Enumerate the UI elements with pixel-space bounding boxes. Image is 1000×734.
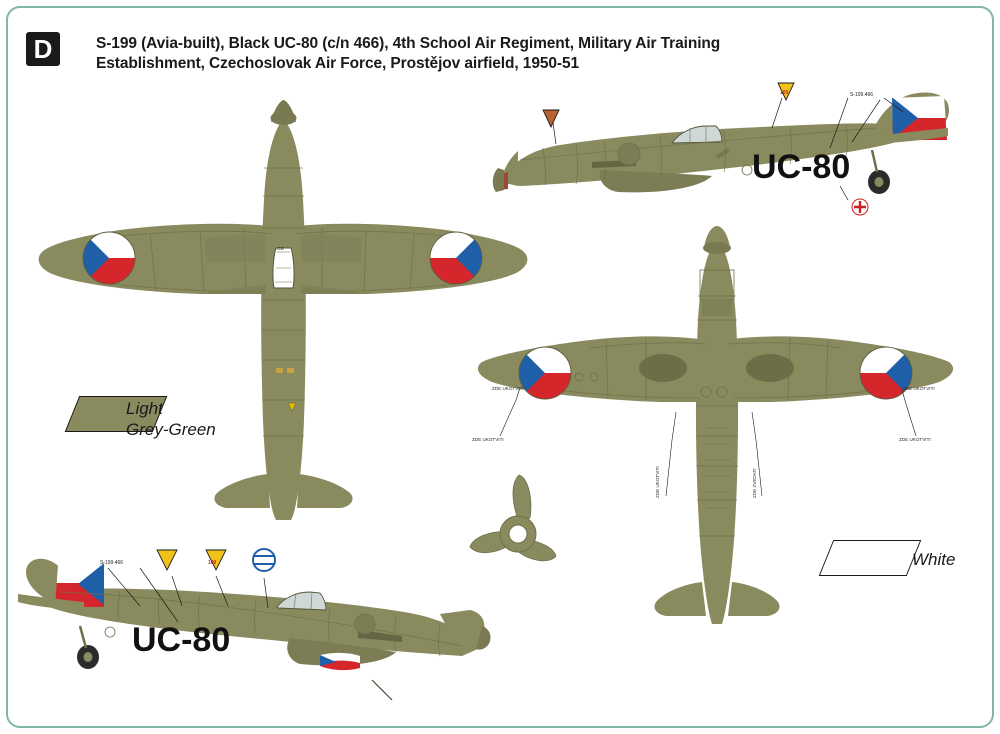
stencil-anchor-left: ZDE UKOTVITI — [472, 437, 504, 442]
stencil-disc-blue-left — [253, 549, 275, 571]
caption-line-2: Establishment, Czechoslovak Air Force, Prostějov airfield, 1950-51 — [96, 55, 579, 73]
stencil-anchor-right: ZDE UKOTVITI — [899, 437, 931, 442]
caption-line-1: S-199 (Avia-built), Black UC-80 (c/n 466), 4th School Air Regiment, Military Air Training — [96, 35, 721, 52]
stencil-label-serial-left: S-199.466 — [100, 560, 124, 566]
profile-letter-badge: D — [26, 32, 60, 66]
stencil-od: OD — [277, 246, 284, 251]
stencil-wing-right: ZDE UKOTVITI — [903, 386, 935, 391]
top-plan-view — [39, 100, 528, 520]
legend-label-light-grey-green-line1: Light — [126, 399, 163, 418]
roundel-port-upper — [83, 232, 135, 284]
legend-swatch-white — [819, 540, 922, 576]
svg-text:100: 100 — [208, 560, 217, 566]
left-side-profile — [18, 549, 491, 700]
stencil-triangle-red-right — [543, 110, 559, 127]
right-side-profile — [493, 83, 949, 215]
first-aid-cross-right — [852, 199, 868, 215]
stencil-jack-right: ZDE ZVEDATI — [752, 468, 757, 498]
stencil-triangle-yellow-left-2 — [206, 550, 226, 570]
legend-label-light-grey-green — [126, 398, 216, 441]
stencil-triangle-yellow-left-1 — [157, 550, 177, 570]
stencil-triangle-yellow-right — [778, 83, 794, 100]
legend-label-light-grey-green-line2: Grey-Green — [126, 420, 216, 440]
fuselage-code-left: UC-80 — [132, 621, 231, 659]
legend-label-white: White — [912, 550, 956, 569]
stencil-label-serial-right: S-199.466 — [850, 92, 874, 98]
propeller-detail — [470, 475, 556, 561]
svg-text:100: 100 — [780, 90, 789, 96]
roundel-starboard-upper — [430, 232, 482, 284]
roundel-starboard-lower — [860, 347, 912, 399]
main-wheel-right — [868, 150, 890, 194]
main-wheel-left — [77, 626, 99, 669]
roundel-port-lower — [519, 347, 571, 399]
stencil-jack-left: ZDE UKOTVITI — [655, 466, 660, 498]
fuselage-code-right: UC-80 — [752, 148, 851, 186]
stencil-wing-left: ZDE UKOTVITI — [492, 386, 524, 391]
roundel-left-fuselage-partial — [320, 653, 360, 670]
